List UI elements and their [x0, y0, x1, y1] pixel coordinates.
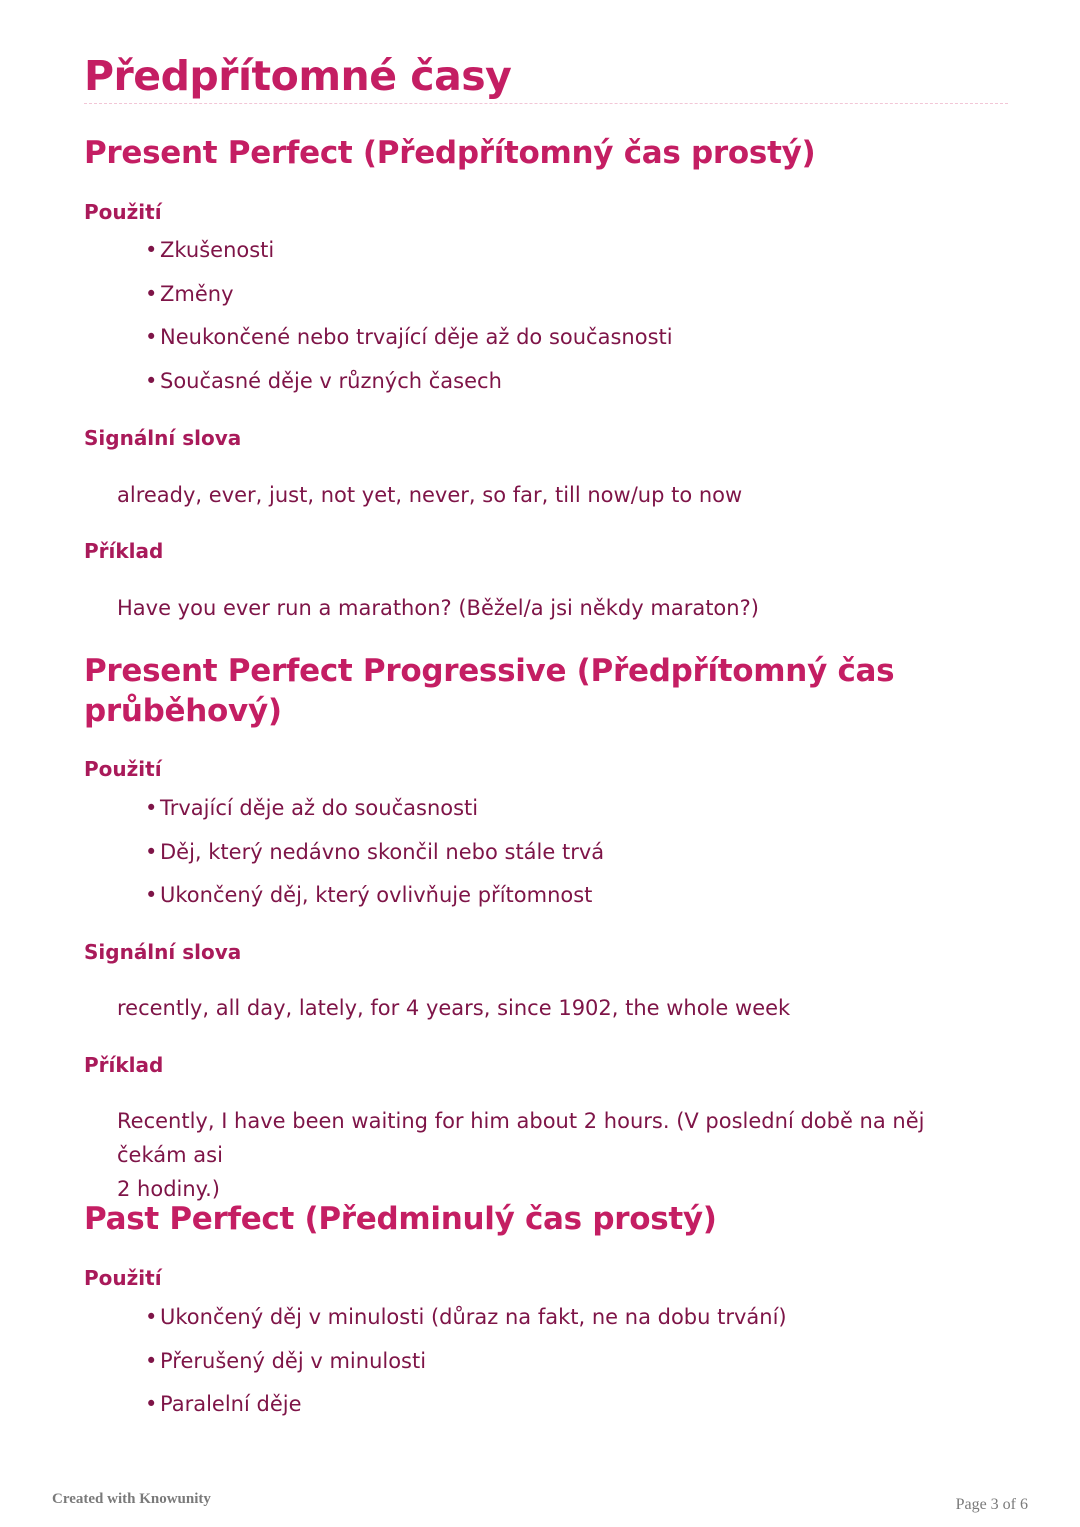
section-heading-past-perfect: Past Perfect (Předminulý čas prostý)	[84, 1201, 717, 1237]
title-divider	[84, 103, 1008, 104]
list-item: • Ukončený děj v minulosti (důraz na fakt, ne na dobu trvání)	[145, 1302, 787, 1346]
list-item: • Zkušenosti	[145, 235, 673, 279]
example-text: Recently, I have been waiting for him about 2 hours. (V poslední době na něj čekám asi 2 hodiny.)	[117, 1109, 925, 1201]
bullet-icon: •	[145, 1348, 158, 1373]
footer-page-number: Page 3 of 6	[955, 1496, 1028, 1513]
signal-words-text: recently, all day, lately, for 4 years, since 1902, the whole week	[117, 996, 791, 1020]
list-item: • Ukončený děj, který ovlivňuje přítomnost	[145, 880, 604, 924]
example-label: Příklad	[84, 1053, 164, 1077]
usage-list	[145, 1302, 787, 1433]
section-heading-present-perfect-progressive: Present Perfect Progressive (Předpřítomný čas průběhový)	[84, 653, 895, 729]
list-item: • Současné děje v různých časech	[145, 366, 673, 410]
list-item: • Neukončené nebo trvající děje až do současnosti	[145, 322, 673, 366]
bullet-icon: •	[145, 839, 158, 864]
signal-words-text: already, ever, just, not yet, never, so far, till now/up to now	[117, 483, 743, 507]
section-heading-present-perfect: Present Perfect (Předpřítomný čas prostý)	[84, 135, 816, 171]
usage-list	[145, 235, 673, 409]
bullet-icon: •	[145, 238, 158, 262]
usage-label: Použití	[84, 1266, 162, 1290]
list-item: • Trvající děje až do současnosti	[145, 793, 604, 837]
bullet-icon: •	[145, 883, 158, 907]
bullet-icon: •	[145, 368, 158, 393]
bullet-icon: •	[145, 1305, 158, 1329]
page-title: Předpřítomné časy	[84, 52, 512, 100]
example-label: Příklad	[84, 539, 164, 563]
example-text: Have you ever run a marathon? (Běžel/a jsi někdy maraton?)	[117, 596, 759, 620]
list-item: • Změny	[145, 279, 673, 323]
bullet-icon: •	[145, 796, 158, 820]
footer-created-with: Created with Knowunity	[52, 1491, 211, 1507]
list-item: • Paralelní děje	[145, 1389, 787, 1433]
signal-words-label: Signální slova	[84, 426, 242, 450]
usage-label: Použití	[84, 200, 162, 224]
usage-list	[145, 793, 604, 924]
list-item: • Přerušený děj v minulosti	[145, 1346, 787, 1390]
bullet-icon: •	[145, 1392, 158, 1416]
usage-label: Použití	[84, 757, 162, 781]
bullet-icon: •	[145, 325, 158, 349]
signal-words-label: Signální slova	[84, 940, 242, 964]
bullet-icon: •	[145, 281, 158, 306]
list-item: • Děj, který nedávno skončil nebo stále trvá	[145, 837, 604, 881]
